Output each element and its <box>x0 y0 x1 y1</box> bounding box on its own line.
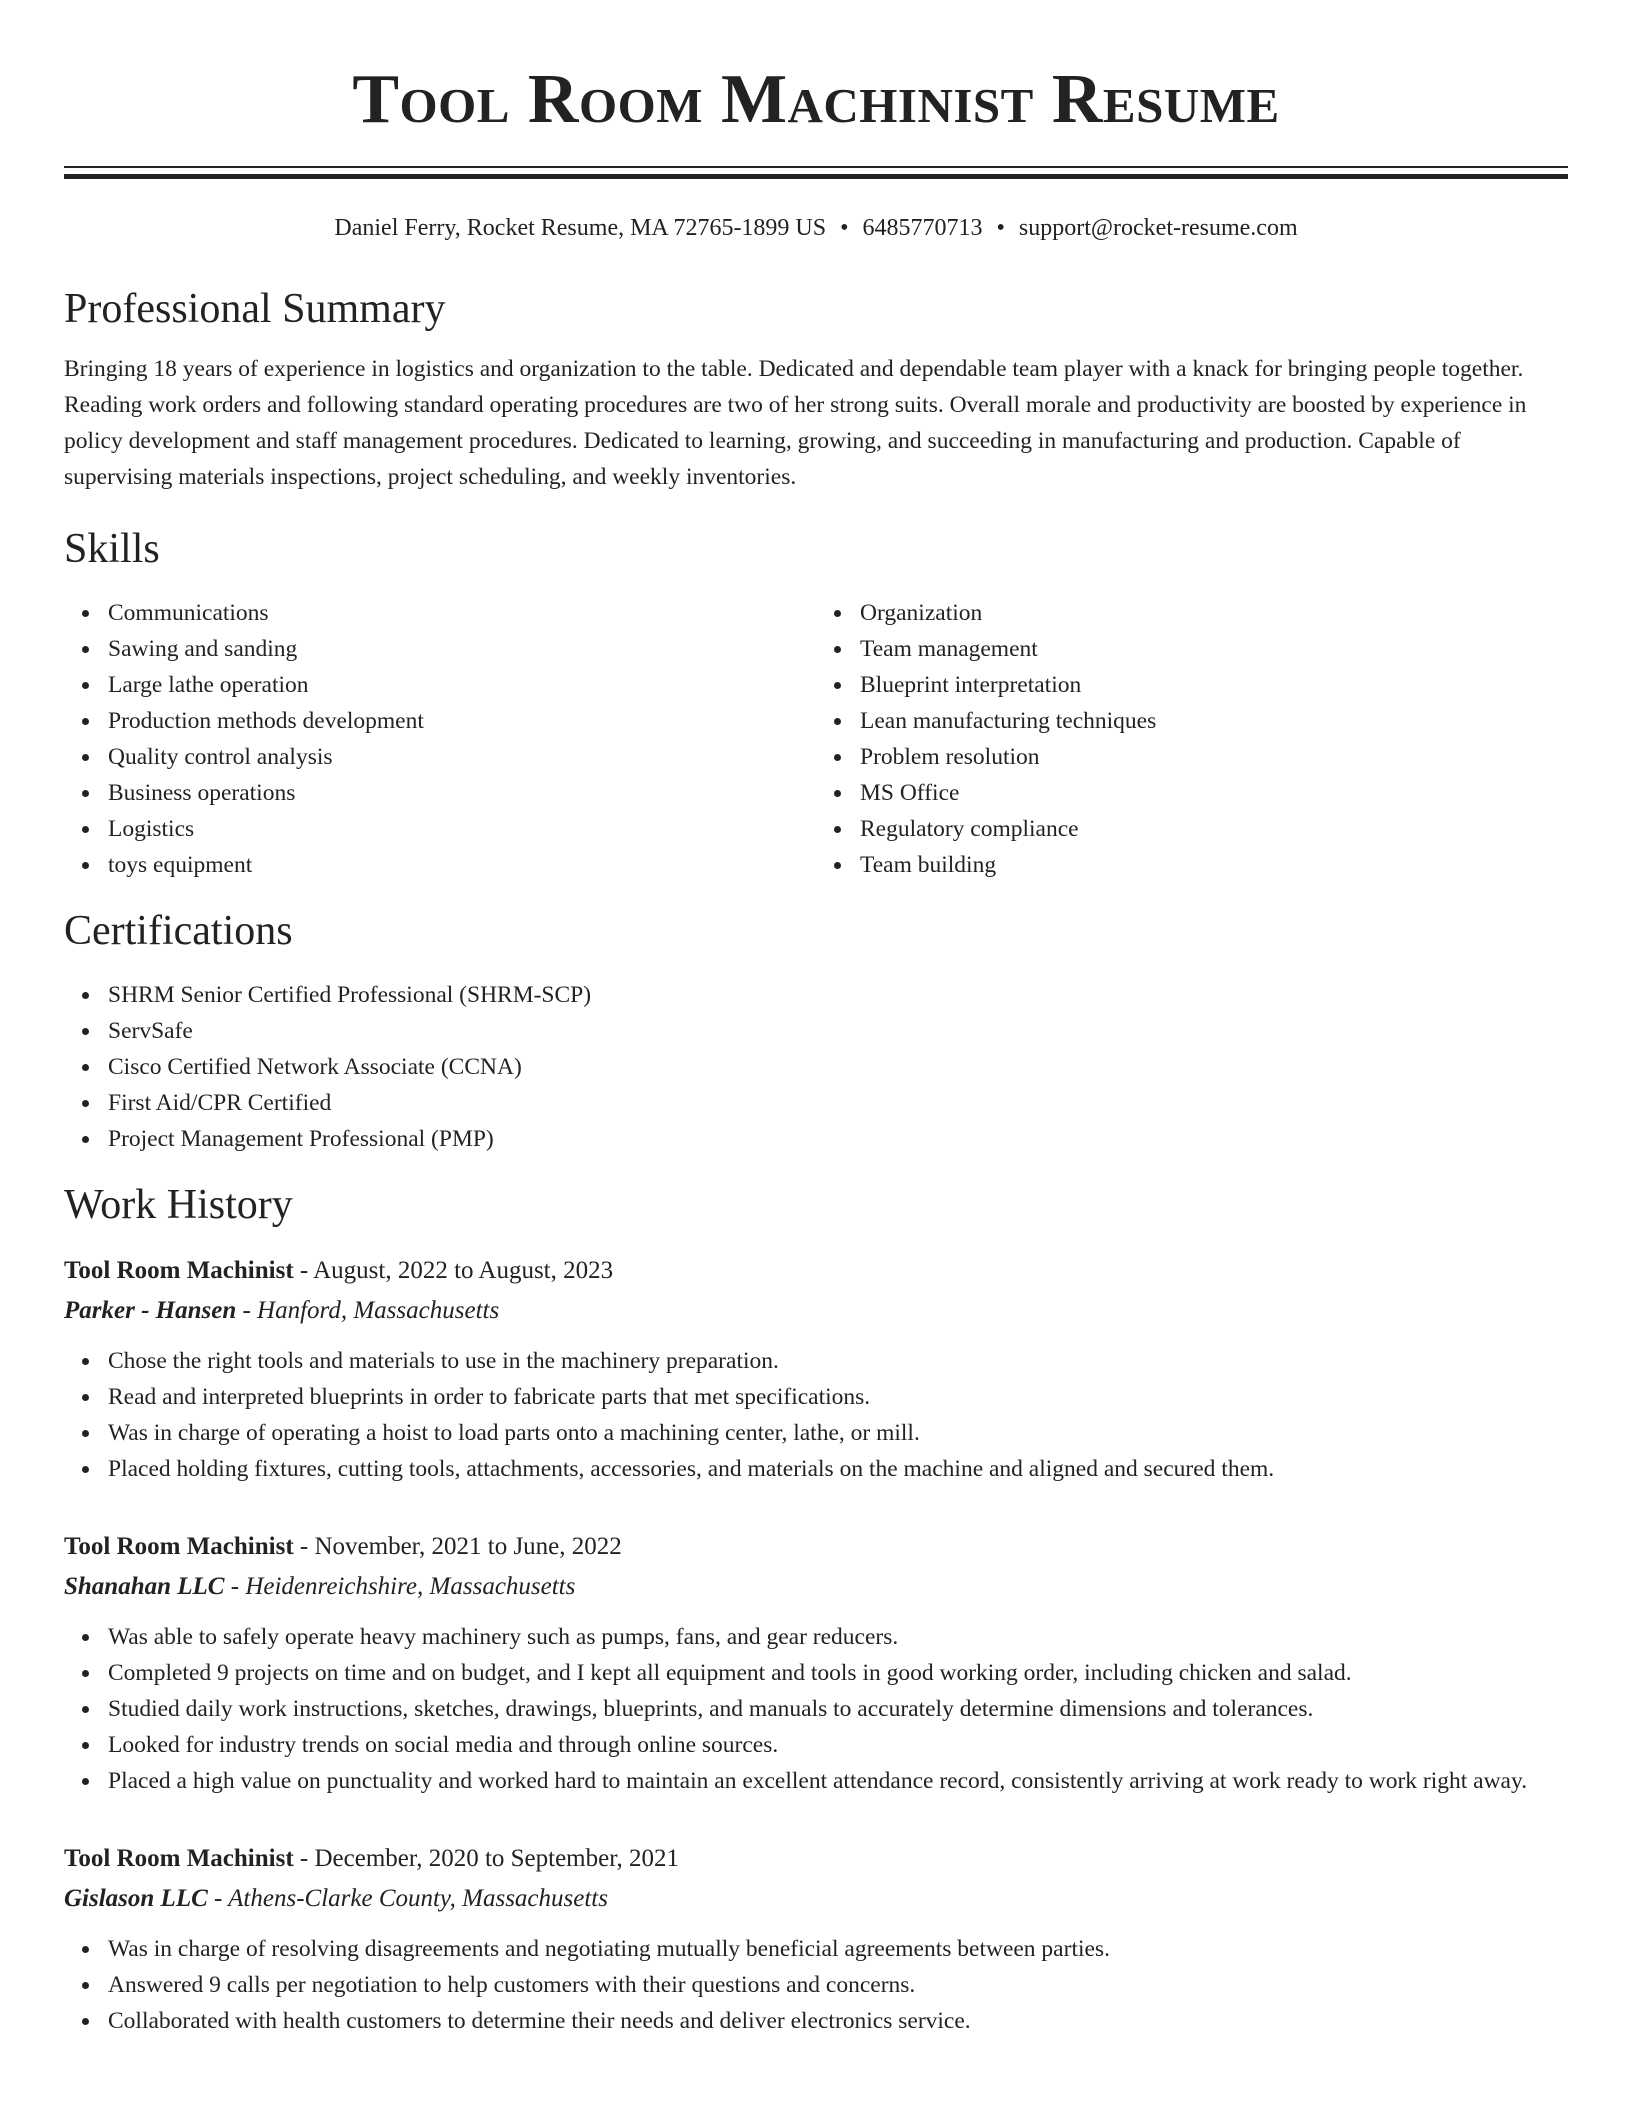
skill-item: Lean manufacturing techniques <box>860 703 1568 739</box>
resume-page <box>64 0 1568 2039</box>
job-bullets <box>64 1931 1568 2039</box>
skill-item: Large lathe operation <box>108 667 816 703</box>
job-company: Shanahan LLC <box>64 1573 225 1600</box>
contact-separator: • <box>840 215 849 241</box>
skill-item: Communications <box>108 595 816 631</box>
summary-text: Bringing 18 years of experience in logistics and organization to the table. Dedicated and dependable team player with a knack for bringing people together. Reading work orders and following standard operating procedures are two of her strong suits. Overall morale and productivity are boosted by experience in policy development and staff management procedures. Dedicated to learning, growing, and succeeding in manufacturing and production. Capable of supervising materials inspections, project scheduling, and weekly inventories. <box>64 356 1527 490</box>
job-bullet: Read and interpreted blueprints in order to fabricate parts that met specifications. <box>108 1379 1568 1415</box>
job-entry <box>64 1251 1568 1487</box>
job-title: Tool Room Machinist <box>64 1533 294 1560</box>
job-bullet: Chose the right tools and materials to use in the machinery preparation. <box>108 1343 1568 1379</box>
skill-item: Business operations <box>108 775 816 811</box>
certifications-heading: Certifications <box>64 908 293 954</box>
title-rule-thin <box>64 166 1568 168</box>
job-company: Parker - Hansen <box>64 1297 237 1324</box>
contact-address: Daniel Ferry, Rocket Resume, MA 72765-1899 US <box>334 215 827 241</box>
job-title-line <box>64 1527 1568 1567</box>
job-entry <box>64 1527 1568 1799</box>
skill-item: Problem resolution <box>860 739 1568 775</box>
skill-item: toys equipment <box>108 847 816 883</box>
contact-line <box>64 213 1568 243</box>
skill-item: Quality control analysis <box>108 739 816 775</box>
skills-heading: Skills <box>64 526 160 572</box>
job-title: Tool Room Machinist <box>64 1257 294 1284</box>
job-company-line <box>64 1567 1568 1607</box>
job-dates: - August, 2022 to August, 2023 <box>293 1257 614 1284</box>
job-bullets <box>64 1343 1568 1487</box>
job-title-line <box>64 1839 1568 1879</box>
skill-item: Organization <box>860 595 1568 631</box>
job-bullet: Placed a high value on punctuality and worked hard to maintain an excellent attendance record, consistently arriving at work ready to work right away. <box>108 1763 1568 1799</box>
contact-phone: 6485770713 <box>862 215 983 241</box>
job-bullets <box>64 1619 1568 1799</box>
job-bullet: Collaborated with health customers to determine their needs and deliver electronics service. <box>108 2003 1568 2039</box>
job-bullet: Was in charge of resolving disagreements and negotiating mutually beneficial agreements between parties. <box>108 1931 1568 1967</box>
job-bullet: Was in charge of operating a hoist to load parts onto a machining center, lathe, or mill. <box>108 1415 1568 1451</box>
job-location: - Athens-Clarke County, Massachusetts <box>207 1885 608 1912</box>
job-bullet: Studied daily work instructions, sketches, drawings, blueprints, and manuals to accurately determine dimensions and tolerances. <box>108 1691 1568 1727</box>
job-dates: - December, 2020 to September, 2021 <box>293 1845 680 1872</box>
job-entry <box>64 1839 1568 2039</box>
certification-item: Cisco Certified Network Associate (CCNA) <box>108 1049 1568 1085</box>
job-bullet: Looked for industry trends on social media and through online sources. <box>108 1727 1568 1763</box>
summary-heading: Professional Summary <box>64 286 446 332</box>
skill-item: Production methods development <box>108 703 816 739</box>
certifications-list <box>64 977 1568 1157</box>
certification-item: Project Management Professional (PMP) <box>108 1121 1568 1157</box>
contact-separator: • <box>996 215 1005 241</box>
work-history-heading: Work History <box>64 1182 293 1228</box>
certification-item: SHRM Senior Certified Professional (SHRM-SCP) <box>108 977 1568 1013</box>
job-bullet: Was able to safely operate heavy machinery such as pumps, fans, and gear reducers. <box>108 1619 1568 1655</box>
skills-column-right <box>816 595 1568 883</box>
skill-item: Logistics <box>108 811 816 847</box>
job-company-line <box>64 1879 1568 1919</box>
title-rule-thick <box>64 174 1568 179</box>
job-bullet: Completed 9 projects on time and on budget, and I kept all equipment and tools in good working order, including chicken and salad. <box>108 1655 1568 1691</box>
certification-item: ServSafe <box>108 1013 1568 1049</box>
certification-item: First Aid/CPR Certified <box>108 1085 1568 1121</box>
skill-item: Blueprint interpretation <box>860 667 1568 703</box>
job-location: - Hanford, Massachusetts <box>236 1297 500 1324</box>
job-title: Tool Room Machinist <box>64 1845 294 1872</box>
job-bullet: Placed holding fixtures, cutting tools, attachments, accessories, and materials on the machine and aligned and secured them. <box>108 1451 1568 1487</box>
skills-list <box>64 595 1568 883</box>
skill-item: Team building <box>860 847 1568 883</box>
job-bullet: Answered 9 calls per negotiation to help customers with their questions and concerns. <box>108 1967 1568 2003</box>
job-location: - Heidenreichshire, Massachusetts <box>224 1573 576 1600</box>
skill-item: Sawing and sanding <box>108 631 816 667</box>
skills-column-left <box>64 595 816 883</box>
skill-item: Regulatory compliance <box>860 811 1568 847</box>
job-company: Gislason LLC <box>64 1885 208 1912</box>
job-company-line <box>64 1291 1568 1331</box>
contact-email: support@rocket-resume.com <box>1018 215 1298 241</box>
skill-item: MS Office <box>860 775 1568 811</box>
skill-item: Team management <box>860 631 1568 667</box>
job-title-line <box>64 1251 1568 1291</box>
resume-title: Tool Room Machinist Resume <box>352 61 1280 138</box>
job-dates: - November, 2021 to June, 2022 <box>293 1533 622 1560</box>
